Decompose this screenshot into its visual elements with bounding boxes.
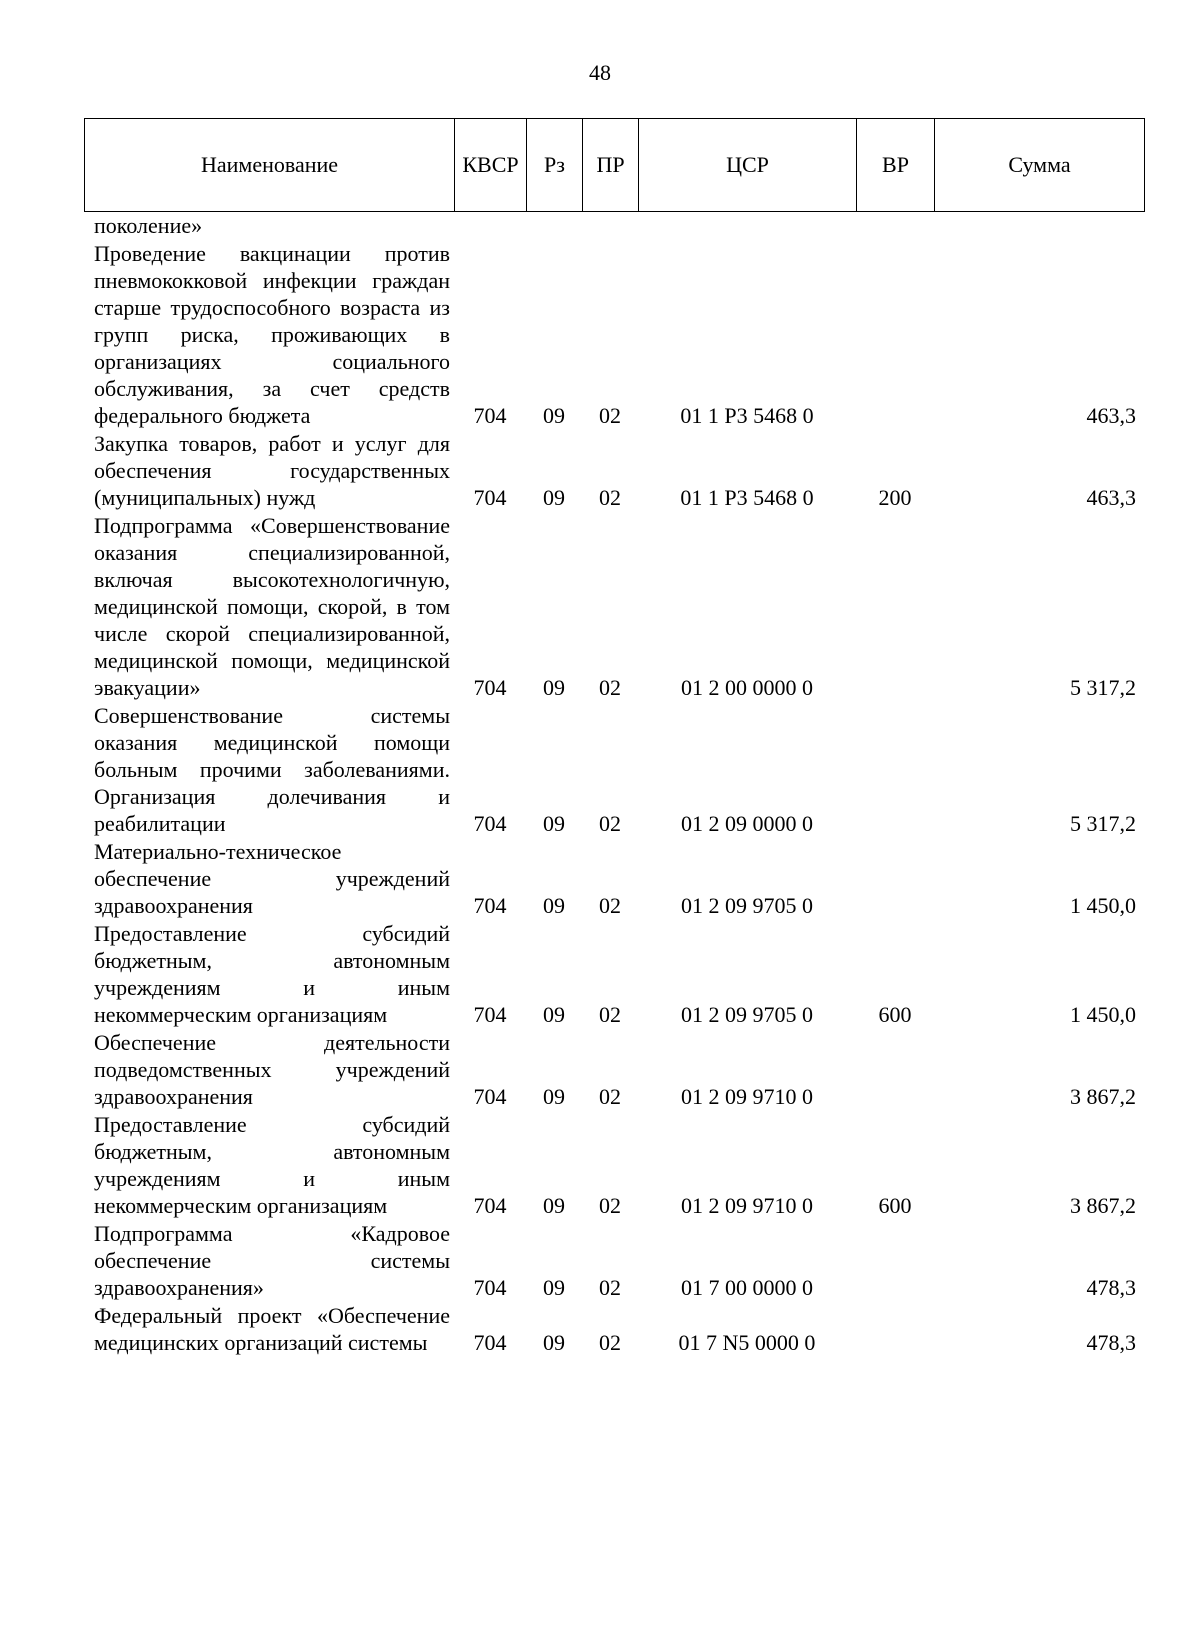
row-name: Подпрограмма «Совершенствование оказания специализированной, включая высокотехнологичную, медицинской помощи, скорой, в том числе скорой специализированной, медицинской помощи, медицинской эвакуации»: [94, 513, 450, 700]
row-name: Предоставление субсидий бюджетным, автономным учреждениям и иным некоммерческим организациям: [94, 921, 450, 1027]
row-rz: 09: [543, 811, 565, 836]
table-header: [84, 118, 1145, 212]
row-kvsr: 704: [473, 1330, 507, 1355]
header-rz: Рз: [527, 119, 583, 212]
row-name: поколение»: [94, 213, 203, 238]
row-name: Обеспечение деятельности подведомственных учреждений здравоохранения: [94, 1030, 450, 1109]
table-row: [84, 1220, 1144, 1301]
row-csr: 01 1 Р3 5468 0: [680, 403, 814, 428]
row-name: Федеральный проект «Обеспечение медицинских организаций системы: [94, 1303, 450, 1355]
row-csr: 01 7 N5 0000 0: [678, 1330, 816, 1355]
row-csr: 01 2 09 9705 0: [681, 893, 813, 918]
row-vr: 200: [878, 485, 912, 510]
header-pr: ПР: [583, 119, 639, 212]
table-row: [84, 512, 1144, 701]
table-row: [84, 1029, 1144, 1110]
row-name: Совершенствование системы оказания медицинской помощи больным прочими заболеваниями. Организация долечивания и реабилитации: [94, 703, 450, 836]
row-pr: 02: [599, 675, 621, 700]
row-rz: 09: [543, 1275, 565, 1300]
row-pr: 02: [599, 811, 621, 836]
row-kvsr: 704: [473, 1193, 507, 1218]
row-pr: 02: [599, 1275, 621, 1300]
row-name: Закупка товаров, работ и услуг для обеспечения государственных (муниципальных) нужд: [94, 431, 450, 510]
row-rz: 09: [543, 403, 565, 428]
table-row: [84, 702, 1144, 837]
table-row: [84, 920, 1144, 1028]
table-row: [84, 212, 1144, 239]
row-sum: 3 867,2: [1070, 1193, 1136, 1218]
row-pr: 02: [599, 1330, 621, 1355]
row-kvsr: 704: [473, 403, 507, 428]
row-rz: 09: [543, 1330, 565, 1355]
row-sum: 5 317,2: [1070, 675, 1136, 700]
row-vr: 600: [878, 1002, 912, 1027]
row-name: Предоставление субсидий бюджетным, автономным учреждениям и иным некоммерческим организациям: [94, 1112, 450, 1218]
row-pr: 02: [599, 485, 621, 510]
row-vr: 600: [878, 1193, 912, 1218]
table-row: [84, 838, 1144, 919]
row-csr: 01 1 Р3 5468 0: [680, 485, 814, 510]
row-rz: 09: [543, 1002, 565, 1027]
row-sum: 1 450,0: [1070, 893, 1136, 918]
table-row: [84, 1302, 1144, 1356]
row-pr: 02: [599, 1084, 621, 1109]
table-row: [84, 430, 1144, 511]
header-csr: ЦСР: [639, 119, 857, 212]
table-row: [84, 1111, 1144, 1219]
row-sum: 463,3: [1086, 403, 1136, 428]
table-body: [84, 212, 1144, 1357]
page-number: 48: [589, 60, 611, 85]
row-pr: 02: [599, 1193, 621, 1218]
row-kvsr: 704: [473, 675, 507, 700]
header-kvsr: КВСР: [455, 119, 527, 212]
row-pr: 02: [599, 1002, 621, 1027]
row-pr: 02: [599, 403, 621, 428]
row-rz: 09: [543, 675, 565, 700]
header-name: Наименование: [85, 119, 455, 212]
row-csr: 01 7 00 0000 0: [681, 1275, 813, 1300]
row-sum: 478,3: [1086, 1330, 1136, 1355]
row-kvsr: 704: [473, 485, 507, 510]
row-name: Проведение вакцинации против пневмококковой инфекции граждан старше трудоспособного возраста из групп риска, проживающих в организациях социального обслуживания, за счет средств федерального бюджета: [94, 241, 450, 428]
row-sum: 3 867,2: [1070, 1084, 1136, 1109]
table-row: [84, 240, 1144, 429]
row-kvsr: 704: [473, 893, 507, 918]
row-kvsr: 704: [473, 1002, 507, 1027]
row-name: Подпрограмма «Кадровое обеспечение системы здравоохранения»: [94, 1221, 450, 1300]
row-kvsr: 704: [473, 1084, 507, 1109]
row-csr: 01 2 09 9710 0: [681, 1193, 813, 1218]
row-sum: 1 450,0: [1070, 1002, 1136, 1027]
row-rz: 09: [543, 485, 565, 510]
row-kvsr: 704: [473, 811, 507, 836]
row-rz: 09: [543, 893, 565, 918]
row-csr: 01 2 09 9705 0: [681, 1002, 813, 1027]
row-sum: 478,3: [1086, 1275, 1136, 1300]
row-rz: 09: [543, 1193, 565, 1218]
header-sum: Сумма: [935, 119, 1145, 212]
row-rz: 09: [543, 1084, 565, 1109]
row-kvsr: 704: [473, 1275, 507, 1300]
row-sum: 5 317,2: [1070, 811, 1136, 836]
row-sum: 463,3: [1086, 485, 1136, 510]
row-name: Материально-техническое обеспечение учреждений здравоохранения: [94, 839, 450, 918]
row-csr: 01 2 09 9710 0: [681, 1084, 813, 1109]
row-csr: 01 2 00 0000 0: [681, 675, 813, 700]
row-csr: 01 2 09 0000 0: [681, 811, 813, 836]
header-vr: ВР: [857, 119, 935, 212]
row-pr: 02: [599, 893, 621, 918]
